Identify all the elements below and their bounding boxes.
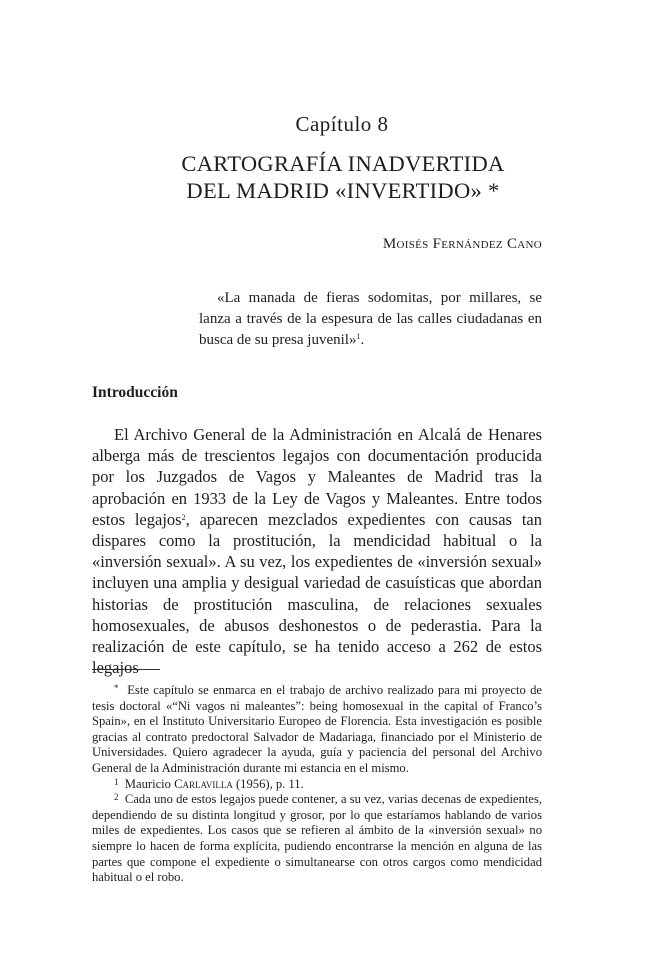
- body-text-part-2: , aparecen mezclados expedientes con causas tan dispares como la prostitución, la mendicidad habitual o la «inversión sexual». A su vez, los expedientes de «inversión sexual» incluyen una amplia y desigual variedad de casuísticas que abordan historias de prostitución masculina, de relaciones sexuales homosexuales, de abusos deshonestos o de pederastia. Para la realización de este capítulo, se ha tenido acceso a 262 de estos legajos: [92, 509, 542, 678]
- footnote-star: [92, 683, 542, 777]
- chapter-title-line-2-text: DEL MADRID «INVERTIDO»: [186, 178, 483, 203]
- footnote-1: [92, 777, 542, 793]
- body-footnote-ref[interactable]: 2: [181, 512, 186, 522]
- footnote-2-mark: 2: [114, 792, 119, 803]
- footnote-1-post: (1956), p. 11.: [232, 776, 304, 791]
- chapter-title-footnote-mark: *: [488, 178, 500, 203]
- body-paragraph: [92, 424, 542, 678]
- epigraph-footnote-ref[interactable]: 1: [356, 332, 361, 341]
- epigraph-text: «La manada de fieras sodomitas, por millares, se lanza a través de la espesura de las calles ciudadanas en busca de su presa juvenil»: [199, 290, 542, 348]
- chapter-label-text: Capítulo 8: [295, 112, 389, 136]
- chapter-author: Moisés Fernández Cano: [382, 236, 542, 252]
- footnotes: [92, 683, 542, 886]
- footnote-1-author: Carlavilla: [174, 776, 233, 791]
- body-text-part-1: El Archivo General de la Administración en Alcalá de Henares alberga más de trescientos legajos con documentación producida por los Juzgados de Vagos y Maleantes de Madrid tras la aprobación en 1933 de la Ley de Vagos y Maleantes. Entre todos estos legajos: [92, 425, 542, 529]
- section-heading: Introducción: [92, 384, 178, 401]
- epigraph: [199, 288, 542, 351]
- footnote-1-mark: 1: [114, 776, 119, 787]
- chapter-title: [0, 150, 650, 204]
- footnote-2-text: Cada uno de estos legajos puede contener, a su vez, varias decenas de expedientes, dependiendo de su distinta longitud y grosor, por lo que estaríamos hablando de varios miles de expedientes. Los casos que se refieren al ámbito de la «inversión sexual» no siempre lo hacen de forma explícita, pudiendo encontrarse la mención en alguna de las partes que compone el expediente o simultanearse con otros cargos como mendicidad habitual o el robo.: [92, 792, 543, 885]
- footnote-star-mark: *: [114, 683, 119, 693]
- footnote-2: [92, 792, 542, 886]
- chapter-title-line-1: CARTOGRAFÍA INADVERTIDA: [181, 151, 505, 176]
- chapter-label: [0, 112, 650, 137]
- footnote-star-text: Este capítulo se enmarca en el trabajo de archivo realizado para mi proyecto de tesis doctoral «“Ni vagos ni maleantes”: being homosexual in the capital of Franco’s Spain», en el Instituto Universitario Europeo de Florencia. Esta investigación es posible gracias al contrato predoctoral Salvador de Madariaga, financiado por el Ministerio de Universidades. Quiero agradecer la ayuda, guía y paciencia del personal del Archivo General de la Administración durante mi estancia en el mismo.: [92, 683, 542, 775]
- chapter-title-line-2: [36, 177, 650, 204]
- footnote-1-pre: Mauricio: [124, 776, 175, 791]
- footnote-separator: [92, 669, 160, 670]
- epigraph-end: .: [360, 332, 365, 348]
